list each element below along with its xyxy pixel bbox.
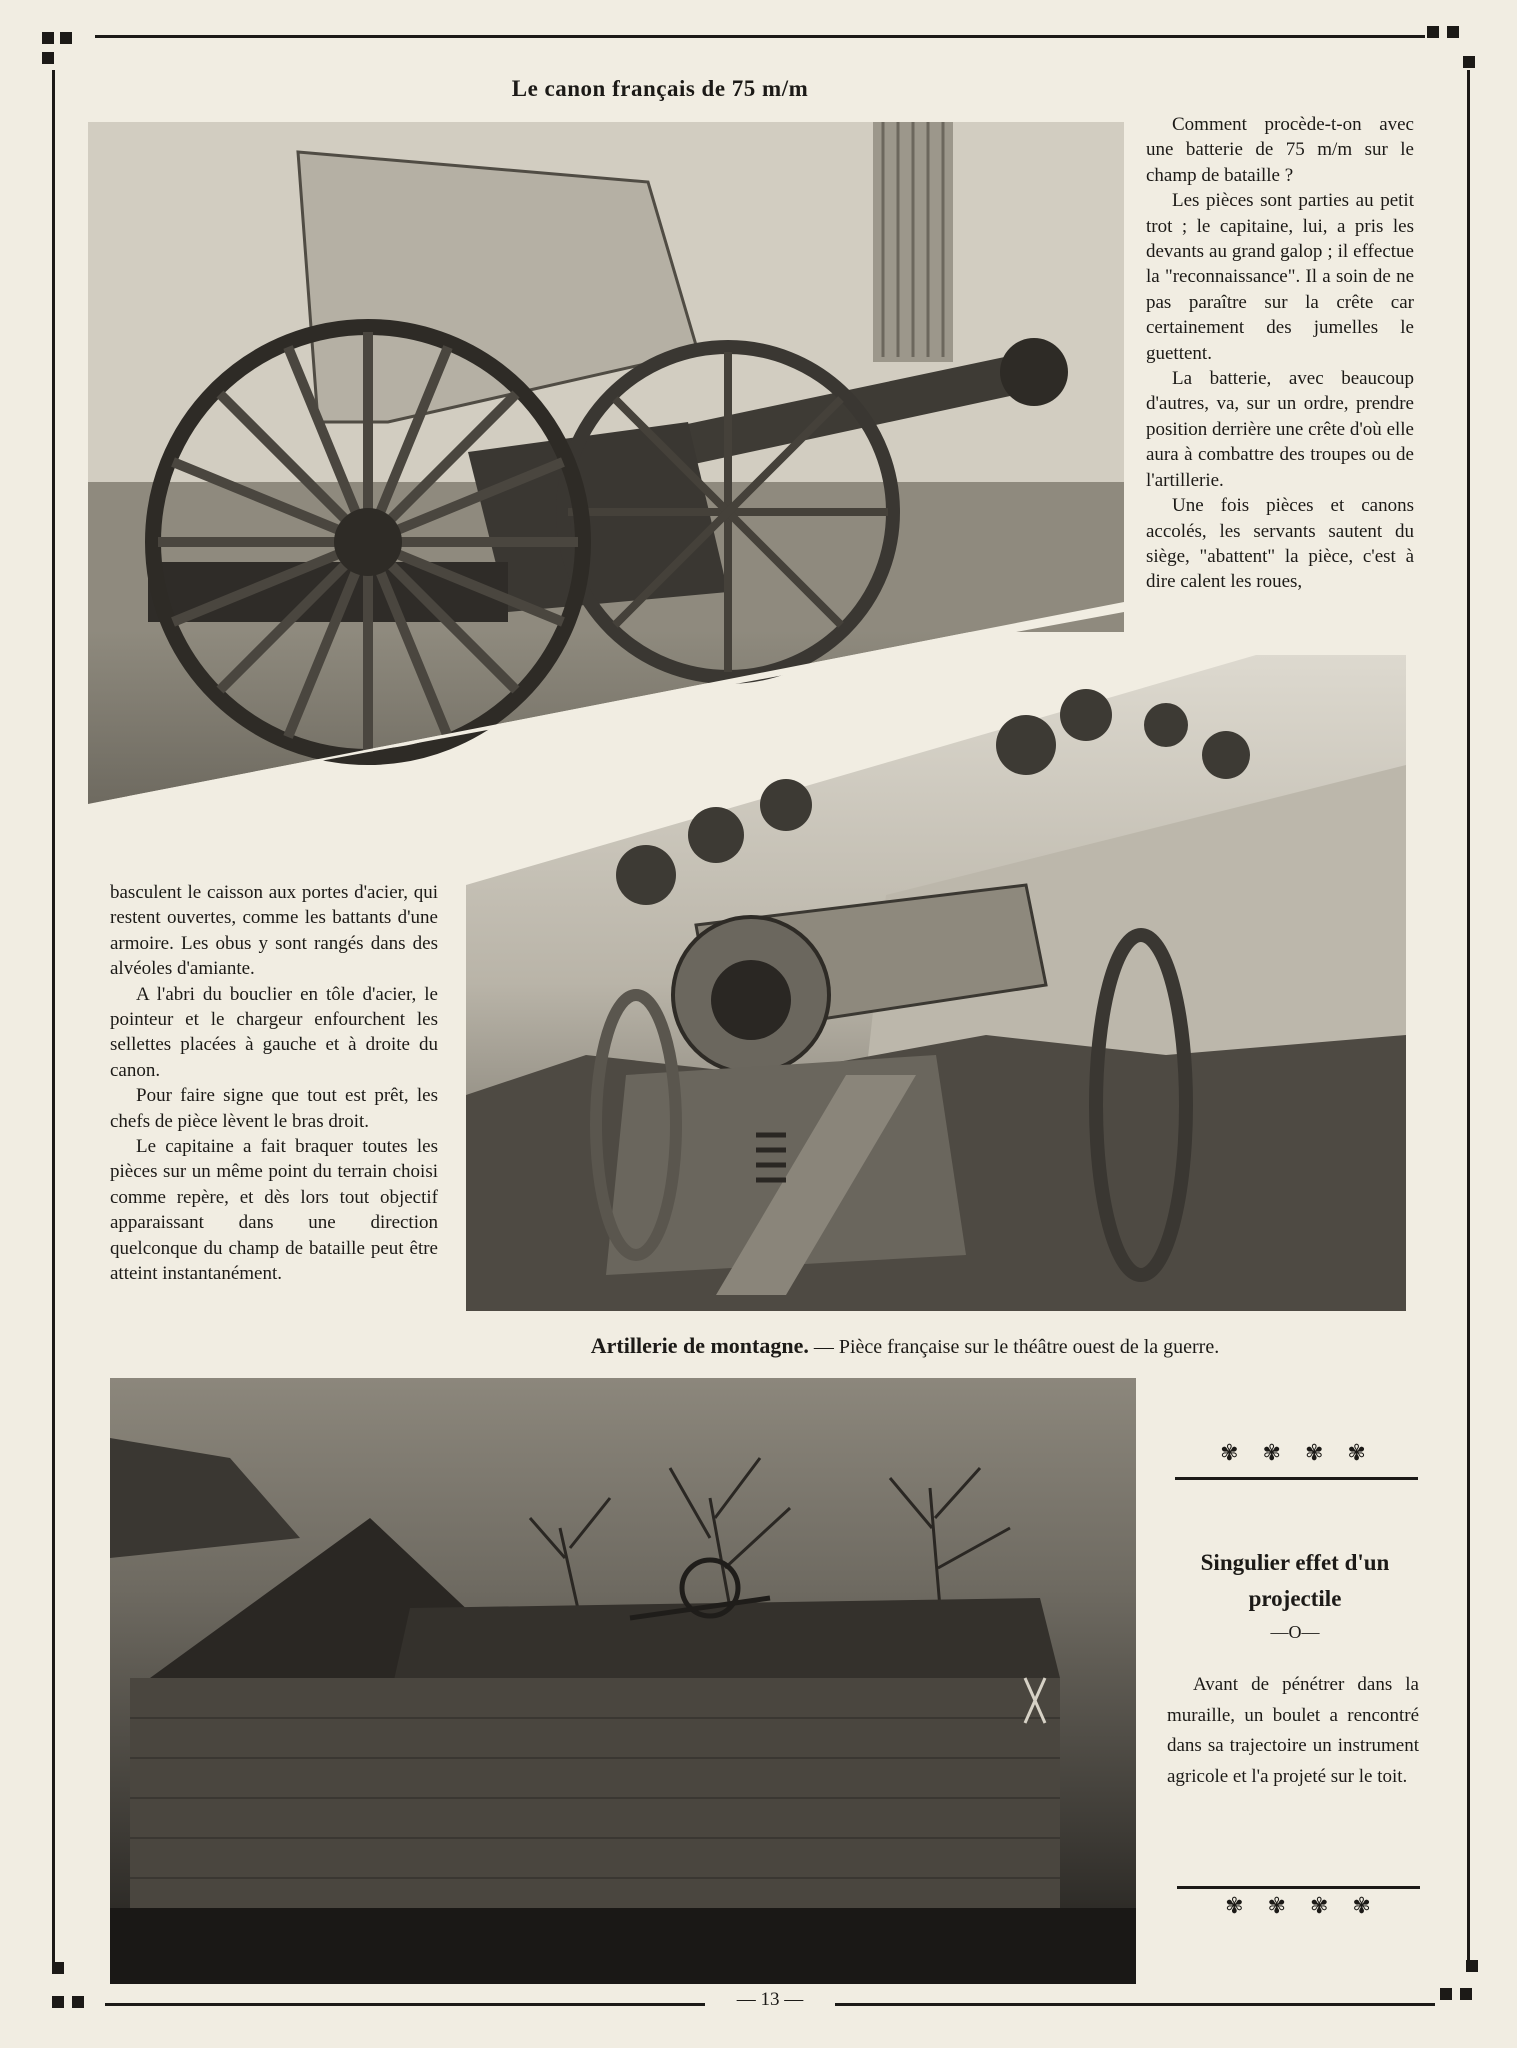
corner-ornament bbox=[1466, 1960, 1478, 1972]
paragraph: Les pièces sont parties au petit trot ; le capitaine, lui, a pris les devants au grand galop ; il effectue la "reconnaissance". Il a soin de ne pas paraître sur la crête car certainement des jumelles le guettent. bbox=[1146, 190, 1414, 364]
paragraph: Comment procède-t-on avec une batterie de 75 m/m sur le champ de bataille ? bbox=[1146, 114, 1414, 186]
corner-ornament bbox=[1460, 1988, 1472, 2000]
paragraph: Pour faire signe que tout est prêt, les chefs de pièce lèvent le bras droit. bbox=[110, 1085, 438, 1132]
sidebar-title: Singulier effet d'un projectile bbox=[1200, 1550, 1390, 1611]
paragraph: basculent le caisson aux portes d'acier, qui restent ouvertes, comme les battants d'une armoire. Les obus y sont rangés dans des alvéoles d'amiante. bbox=[110, 882, 438, 980]
corner-ornament bbox=[72, 1996, 84, 2008]
sidebar-paragraph: Avant de pénétrer dans la muraille, un boulet a rencontré dans sa trajectoire un instrument agricole et l'a projeté sur le toit. bbox=[1167, 1674, 1419, 1787]
frame-top-rule bbox=[95, 35, 1425, 38]
sidebar-separator: —O— bbox=[1270, 1622, 1320, 1642]
ornament-row-top: ✾✾✾✾ bbox=[1220, 1440, 1390, 1465]
corner-ornament bbox=[52, 1962, 64, 1974]
page-number: — 13 — bbox=[705, 1989, 835, 2011]
corner-ornament bbox=[42, 52, 54, 64]
paragraph: Une fois pièces et canons accolés, les servants sautent du siège, "abattent" la pièce, c'est à dire calent les roues, bbox=[1146, 495, 1414, 593]
paragraph: Le capitaine a fait braquer toutes les pièces sur un même point du terrain choisi comme repère, et dès lors tout objectif apparaissant dans une direction quelconque du champ de bataille peut être atteint instantanément. bbox=[110, 1136, 438, 1285]
corner-ornament bbox=[52, 1996, 64, 2008]
corner-ornament bbox=[1447, 26, 1459, 38]
photo-caption-mountain-artillery bbox=[430, 1333, 1380, 1359]
sidebar-rule-top bbox=[1175, 1477, 1418, 1480]
paragraph: A l'abri du bouclier en tôle d'acier, le pointeur et le chargeur enfourchent les sellettes placées à gauche et à droite du canon. bbox=[110, 983, 438, 1081]
sidebar-body bbox=[1167, 1670, 1419, 1792]
corner-ornament bbox=[1440, 1988, 1452, 2000]
caption-bold: Artillerie de montagne. bbox=[590, 1333, 809, 1358]
photo-mountain-artillery bbox=[466, 655, 1406, 1311]
article-column-top-right bbox=[1146, 112, 1414, 595]
photo-projectile-effect-barn bbox=[110, 1378, 1136, 1984]
article-title: Le canon français de 75 m/m bbox=[511, 76, 809, 101]
corner-ornament bbox=[60, 32, 72, 44]
article-column-left bbox=[110, 880, 438, 1287]
corner-ornament bbox=[42, 32, 54, 44]
corner-ornament bbox=[1463, 56, 1475, 68]
caption-text: — Pièce française sur le théâtre ouest de la guerre. bbox=[808, 1336, 1220, 1358]
sidebar-rule-bottom bbox=[1177, 1886, 1420, 1889]
frame-left-rule bbox=[52, 70, 55, 1970]
frame-right-rule bbox=[1467, 70, 1470, 1970]
corner-ornament bbox=[1427, 26, 1439, 38]
ornament-row-bottom: ✾✾✾✾ bbox=[1225, 1893, 1395, 1918]
paragraph: La batterie, avec beaucoup d'autres, va, sur un ordre, prendre position derrière une crête d'où elle aura à combattre des troupes ou de l'artillerie. bbox=[1146, 368, 1414, 491]
